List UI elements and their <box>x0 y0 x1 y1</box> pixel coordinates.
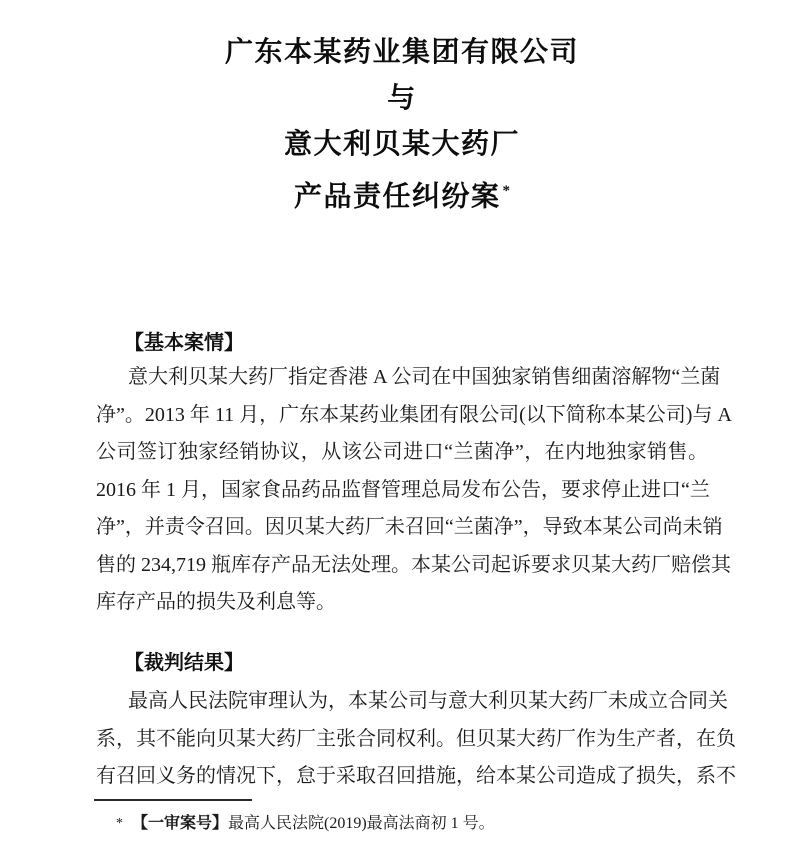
text-line: 系，其不能向贝某大药厂主张合同权利。但贝某大药厂作为生产者，在负 <box>96 727 736 750</box>
title-text: 与 <box>387 83 417 114</box>
title-line-defendant <box>96 122 708 168</box>
text-line: 净”。2013 年 11 月，广东本某药业集团有限公司(以下简称本某公司)与 A <box>96 403 732 426</box>
text-line: 最高人民法院审理认为，本某公司与意大利贝某大药厂未成立合同关 <box>128 690 728 712</box>
footnote-reference-marker: * <box>502 183 510 199</box>
paragraph-basic-facts <box>96 359 732 622</box>
text-line: 库存产品的损失及利息等。 <box>96 591 336 613</box>
title-text: 广东本某药业集团有限公司 <box>224 37 579 68</box>
text-line: 公司签订独家经销协议，从该公司进口“兰菌净”，在内地独家销售。 <box>96 441 708 463</box>
title-line-versus <box>96 76 708 122</box>
title-text: 产品责任纠纷案 <box>293 181 501 213</box>
text-line: 有召回义务的情况下，怠于采取召回措施，给本某公司造成了损失，系不 <box>96 765 736 787</box>
title-text: 意大利贝某大药厂 <box>283 129 520 160</box>
text-line: 2016 年 1 月，国家食品药品监督管理总局发布公告，要求停止进口“兰 <box>96 478 710 501</box>
footnote <box>96 811 708 836</box>
paragraph-judgment-result <box>96 683 736 796</box>
footnote-marker: * <box>116 816 123 831</box>
section-heading-basic-facts: 【基本案情】 <box>124 332 244 354</box>
footnote-label: 【一审案号】 <box>132 815 229 832</box>
case-title <box>96 30 708 214</box>
title-line-plaintiff <box>96 30 708 76</box>
footnote-divider <box>94 799 252 801</box>
footnote-text: 最高人民法院(2019)最高法商初 1 号。 <box>228 815 495 832</box>
title-line-case-type <box>96 168 708 214</box>
section-heading-judgment-result: 【裁判结果】 <box>124 652 244 674</box>
text-line: 意大利贝某大药厂指定香港 A 公司在中国独家销售细菌溶解物“兰菌 <box>128 366 721 388</box>
text-line: 净”，并责令召回。因贝某大药厂未召回“兰菌净”，导致本某公司尚未销 <box>96 516 723 538</box>
text-line: 售的 234,719 瓶库存产品无法处理。本某公司起诉要求贝某大药厂赔偿其 <box>96 553 731 576</box>
